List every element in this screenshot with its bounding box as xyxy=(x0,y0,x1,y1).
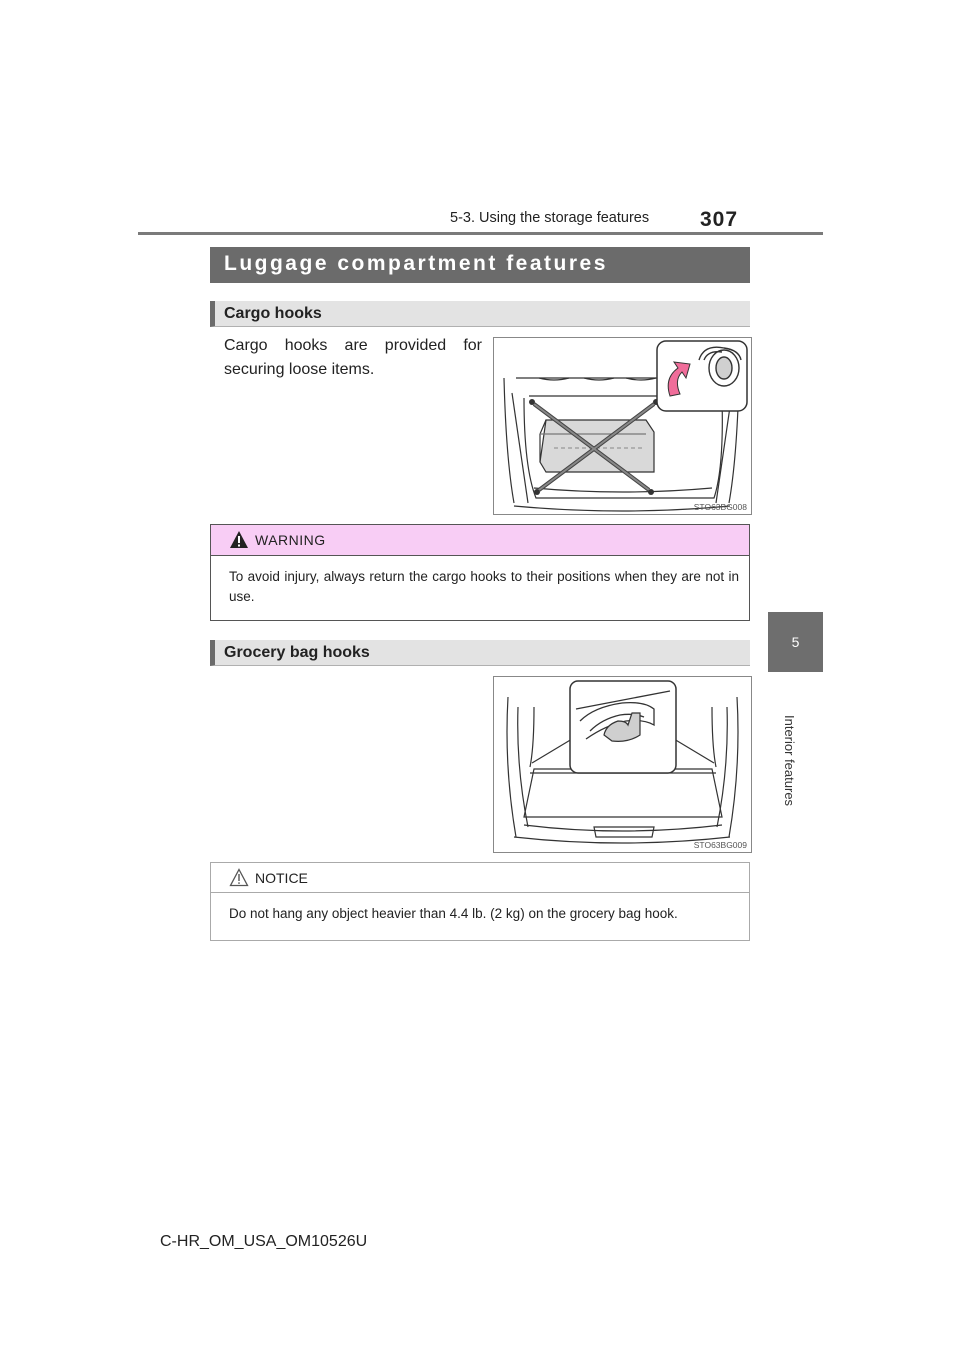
header-divider xyxy=(138,232,823,235)
chapter-number: 5 xyxy=(791,634,800,650)
notice-box xyxy=(210,862,750,941)
cargo-hooks-heading: Cargo hooks xyxy=(224,305,322,322)
cargo-hooks-illustration xyxy=(493,337,752,515)
page-title-bar xyxy=(210,247,750,283)
chapter-tab xyxy=(768,612,823,672)
cargo-hooks-heading-bar xyxy=(210,301,750,327)
cargo-hooks-description: Cargo hooks are provided for securing loose items. xyxy=(224,337,482,378)
notice-triangle-icon xyxy=(229,868,249,887)
cargo-hooks-drawing xyxy=(494,338,751,514)
notice-header xyxy=(211,863,749,893)
warning-header xyxy=(211,525,749,556)
grocery-bag-hooks-heading-bar xyxy=(210,640,750,666)
page-number: 307 xyxy=(700,208,739,231)
grocery-bag-hooks-heading: Grocery bag hooks xyxy=(224,644,370,661)
warning-text: To avoid injury, always return the cargo hooks to their positions when they are not in use. xyxy=(229,569,739,604)
warning-box xyxy=(210,524,750,621)
figure-id: STO63BG009 xyxy=(693,840,747,850)
page-title: Luggage compartment features xyxy=(224,252,608,275)
notice-text: Do not hang any object heavier than 4.4 lb. (2 kg) on the grocery bag hook. xyxy=(229,906,678,921)
warning-label: WARNING xyxy=(255,532,326,548)
notice-label: NOTICE xyxy=(255,870,308,886)
warning-triangle-icon xyxy=(229,530,249,549)
section-reference: 5-3. Using the storage features xyxy=(450,210,650,226)
document-code: C-HR_OM_USA_OM10526U xyxy=(160,1233,368,1250)
chapter-label: Interior features xyxy=(782,715,797,807)
grocery-bag-hooks-illustration xyxy=(493,676,752,853)
figure-id: STO63BG008 xyxy=(693,502,747,512)
grocery-bag-hooks-drawing xyxy=(494,677,751,852)
